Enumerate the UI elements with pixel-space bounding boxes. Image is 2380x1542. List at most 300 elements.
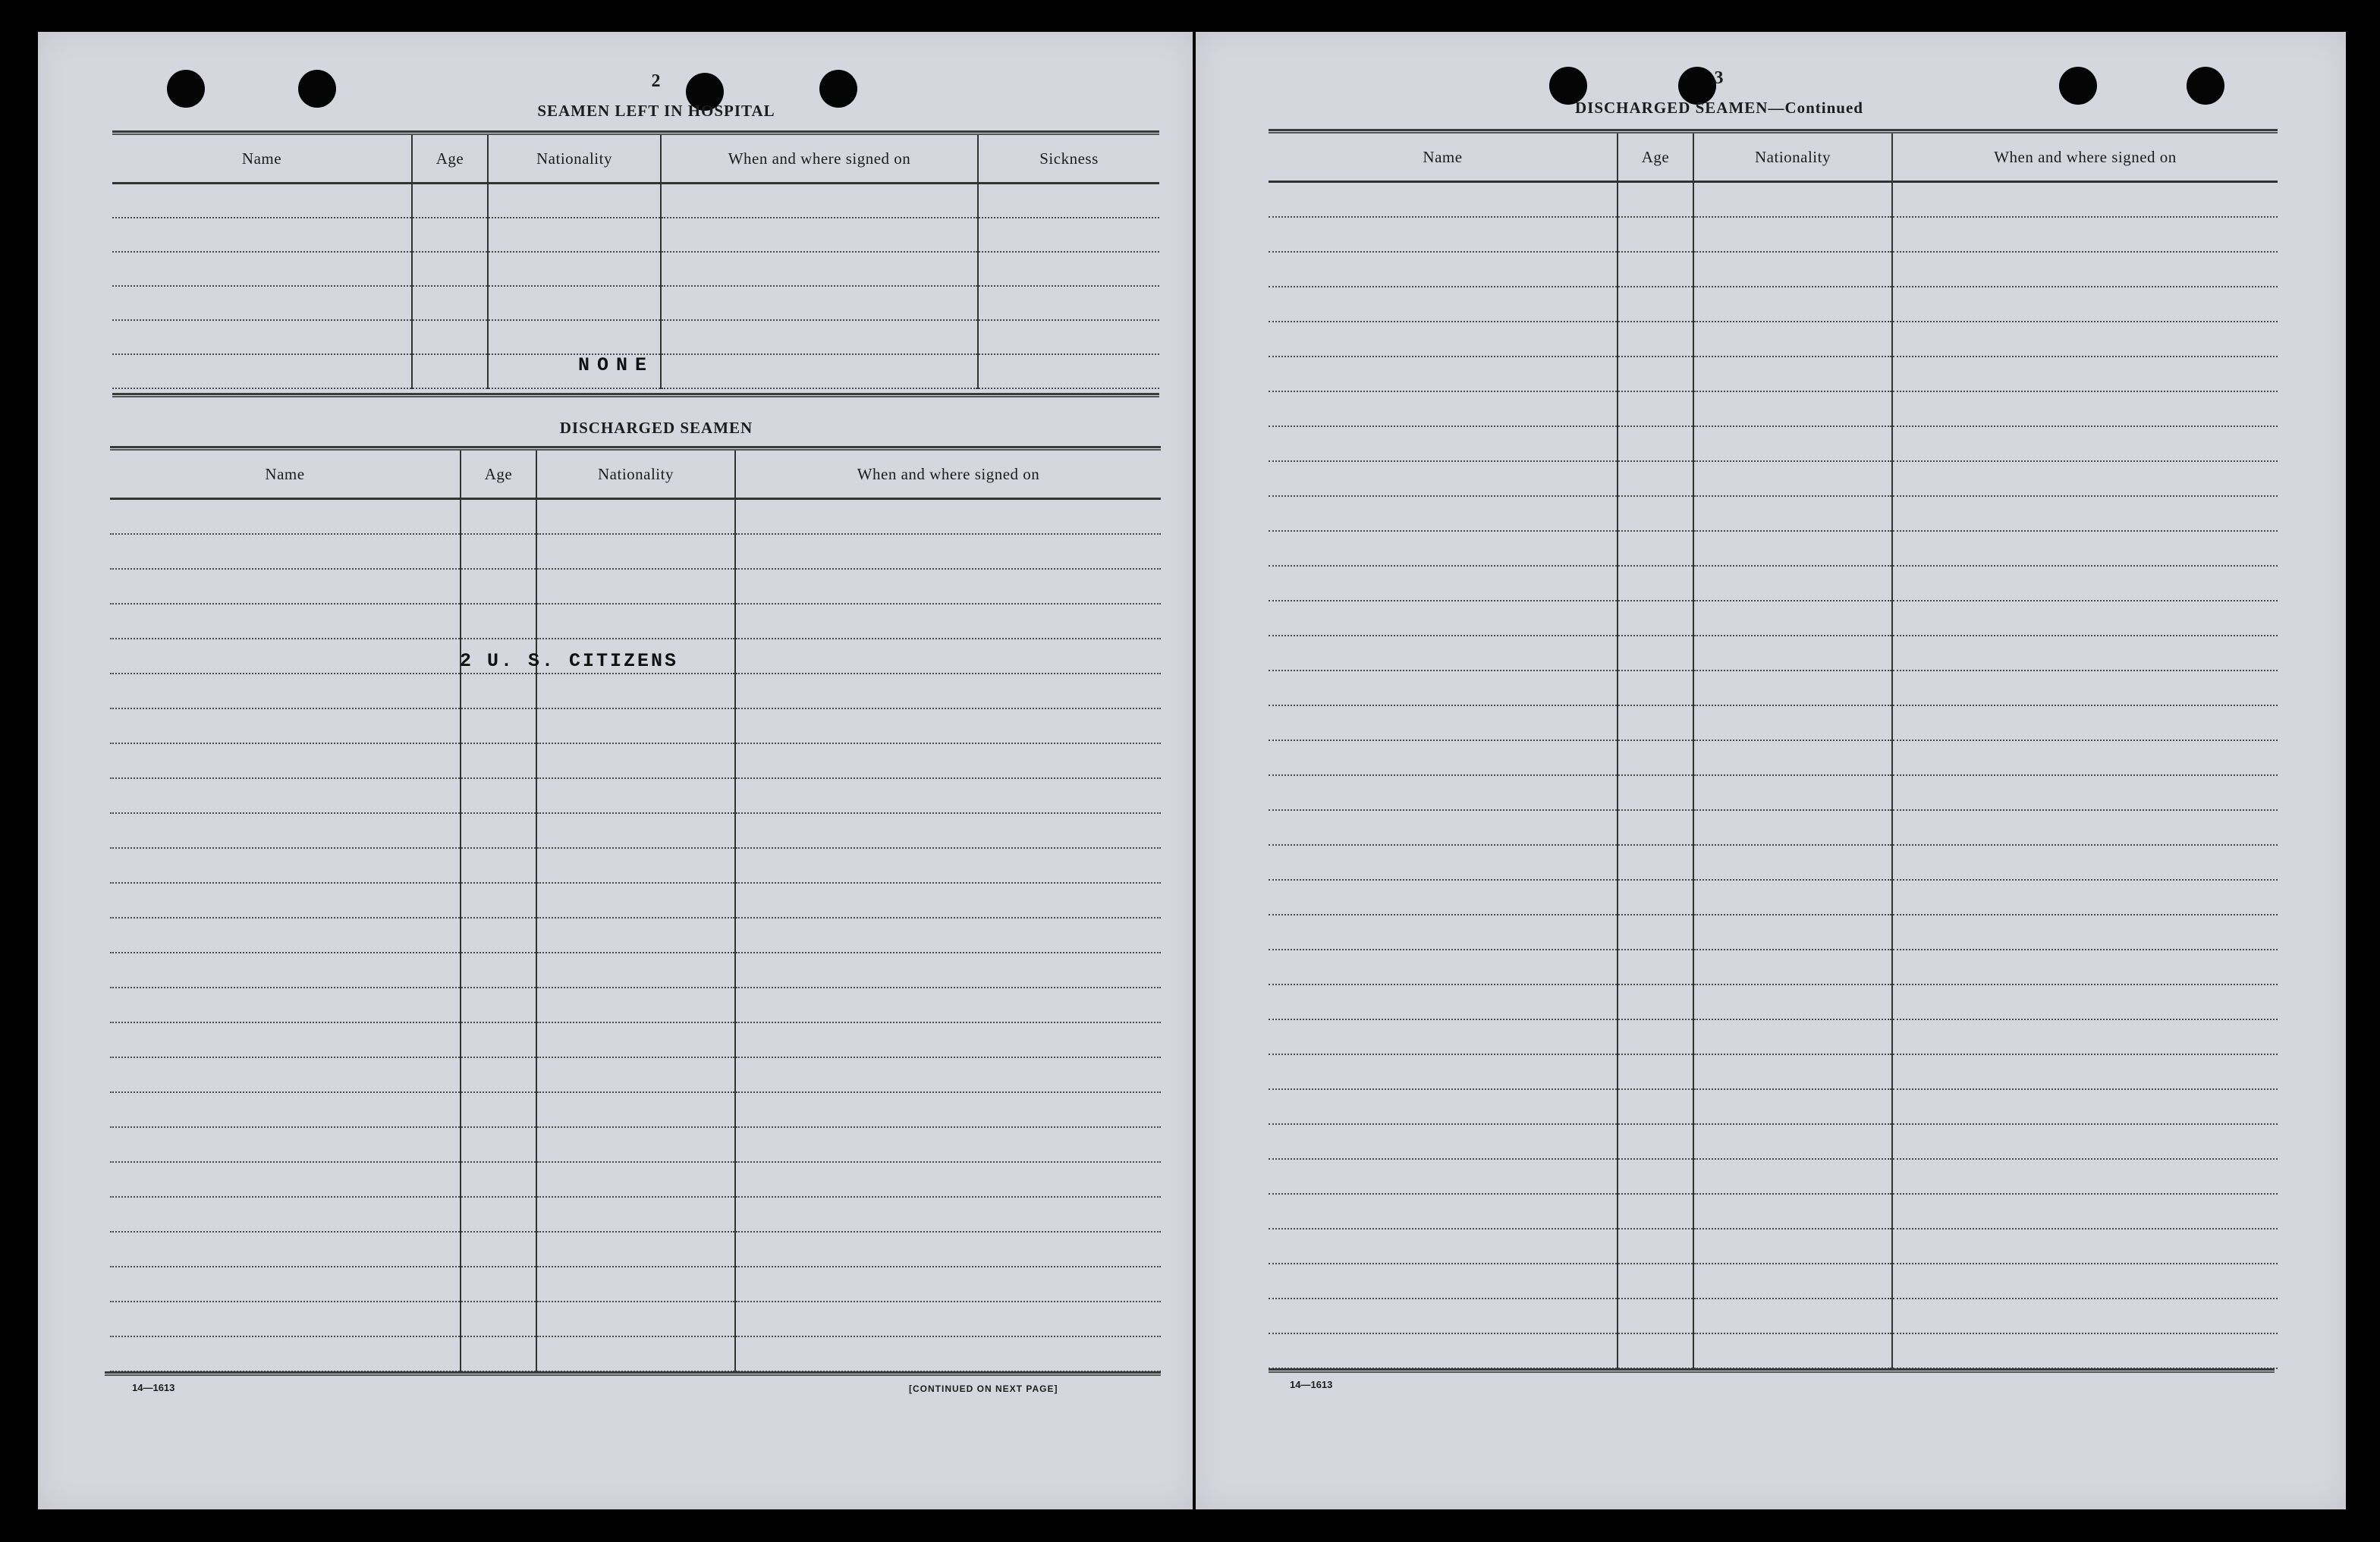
table-cell [110,639,461,674]
table-row [1269,845,2278,880]
table-cell [1693,671,1892,705]
table-cell [1693,1054,1892,1089]
table-cell [1269,915,1618,950]
table-row [1269,356,2278,391]
continued-body [1269,182,2278,1368]
form-code: 14—1613 [132,1382,175,1393]
table-cell [110,1127,461,1162]
table-cell [412,354,488,388]
table-cell [110,883,461,918]
table-cell [536,674,735,708]
table-cell [1892,775,2278,810]
table-cell [1693,1019,1892,1054]
table-row [1269,391,2278,426]
table-cell [536,1057,735,1092]
table-cell [1892,566,2278,601]
table-cell [1693,636,1892,671]
table-cell [735,569,1161,604]
table-cell [1618,705,1693,740]
table-row [110,743,1161,778]
form-code: 14—1613 [1290,1379,1333,1390]
typed-entry-none: NONE [578,354,655,376]
table-cell [735,778,1161,813]
table-cell [978,320,1159,354]
table-cell [661,218,978,252]
table-cell [1618,1054,1693,1089]
table-row [110,953,1161,988]
table-row [112,286,1159,320]
table-cell [110,499,461,534]
table-cell [1269,985,1618,1019]
table-cell [1618,496,1693,531]
column-header-name: Name [110,451,461,499]
table-cell [1618,1299,1693,1333]
table-row [1269,496,2278,531]
table-cell [110,604,461,639]
table-cell [461,848,536,883]
table-cell [1269,391,1618,426]
table-cell [110,1336,461,1371]
table-row [1269,252,2278,287]
table-cell [1693,880,1892,915]
table-cell [1269,356,1618,391]
punch-hole [167,70,205,108]
table-cell [1618,1124,1693,1159]
table-cell [1618,1019,1693,1054]
table-row [110,1336,1161,1371]
hospital-bottom-rule [112,393,1159,397]
column-header-when-and-where-signed-on: When and where signed on [661,135,978,184]
table-cell [1693,461,1892,496]
table-cell [1693,915,1892,950]
table-row [1269,1333,2278,1368]
continued-header-row [1269,133,2278,182]
table-cell [735,1162,1161,1197]
table-cell [1269,566,1618,601]
table-cell [536,918,735,953]
table-cell [110,534,461,569]
table-cell [1693,496,1892,531]
table-cell [1269,252,1618,287]
table-cell [661,184,978,218]
table-cell [978,286,1159,320]
table-cell [1269,1089,1618,1124]
table-cell [461,534,536,569]
table-cell [536,499,735,534]
table-row [110,1162,1161,1197]
table-cell [1269,531,1618,566]
table-cell [1693,322,1892,356]
table-cell [461,1162,536,1197]
table-cell [1892,601,2278,636]
table-cell [461,1336,536,1371]
table-cell [536,813,735,848]
table-cell [1618,322,1693,356]
table-cell [978,184,1159,218]
column-header-when-and-where-signed-on: When and where signed on [735,451,1161,499]
table-cell [536,534,735,569]
table-cell [536,848,735,883]
table-cell [1618,636,1693,671]
table-cell [1693,705,1892,740]
table-cell [1892,950,2278,985]
table-cell [112,252,412,286]
table-cell [1618,182,1693,217]
table-cell [1892,356,2278,391]
table-cell [112,354,412,388]
table-cell [1693,985,1892,1019]
typed-entry-citizens: 2 U. S. CITIZENS [460,650,679,672]
continued-note: [CONTINUED ON NEXT PAGE] [909,1383,1058,1394]
discharged-section-title: DISCHARGED SEAMEN [559,419,753,437]
table-cell [1892,636,2278,671]
table-cell [412,218,488,252]
table-cell [536,708,735,743]
column-header-age: Age [412,135,488,184]
table-row [1269,671,2278,705]
table-cell [110,1092,461,1127]
table-cell [110,953,461,988]
table-row [110,674,1161,708]
table-row [1269,217,2278,252]
table-cell [661,252,978,286]
table-cell [1693,1229,1892,1264]
table-cell [661,286,978,320]
table-cell [1892,1333,2278,1368]
table-cell [110,569,461,604]
table-cell [978,252,1159,286]
table-row [1269,426,2278,461]
table-row [110,1022,1161,1057]
table-cell [1618,461,1693,496]
table-cell [1618,391,1693,426]
punch-hole [298,70,336,108]
table-cell [110,1022,461,1057]
table-row [110,848,1161,883]
table-cell [1693,531,1892,566]
table-cell [735,1302,1161,1336]
table-cell [1892,217,2278,252]
table-cell [110,1302,461,1336]
table-row [112,252,1159,286]
table-cell [1618,252,1693,287]
table-row [1269,287,2278,322]
continued-bottom-rule [1269,1368,2275,1373]
table-cell [536,1232,735,1267]
table-row [1269,740,2278,775]
table-cell [112,320,412,354]
table-cell [1892,810,2278,845]
column-header-nationality: Nationality [1693,133,1892,182]
page-number: 2 [651,71,662,91]
table-cell [461,953,536,988]
table-row [1269,1054,2278,1089]
table-cell [110,988,461,1022]
table-cell [1269,287,1618,322]
discharged-header-row [110,451,1161,499]
table-cell [1693,1089,1892,1124]
table-cell [536,1197,735,1232]
table-cell [1269,880,1618,915]
table-cell [110,778,461,813]
table-cell [112,286,412,320]
table-cell [1269,217,1618,252]
table-cell [1693,1159,1892,1194]
table-cell [536,883,735,918]
table-cell [1618,880,1693,915]
column-header-age: Age [1618,133,1693,182]
table-row [110,569,1161,604]
table-cell [1693,252,1892,287]
table-row [110,1267,1161,1302]
table-cell [110,1057,461,1092]
table-cell [1892,1124,2278,1159]
column-header-when-and-where-signed-on: When and where signed on [1892,133,2278,182]
hospital-table [112,135,1159,389]
hospital-header-row [112,135,1159,184]
table-cell [1892,461,2278,496]
table-cell [978,354,1159,388]
table-row [112,218,1159,252]
table-cell [461,1092,536,1127]
table-cell [1269,636,1618,671]
table-cell [1693,1333,1892,1368]
table-cell [661,320,978,354]
table-cell [1892,426,2278,461]
table-cell [1892,531,2278,566]
table-cell [1693,1264,1892,1299]
table-cell [1693,845,1892,880]
table-cell [461,604,536,639]
table-cell [461,569,536,604]
table-row [110,534,1161,569]
table-cell [1892,252,2278,287]
table-cell [1269,1333,1618,1368]
table-cell [1693,566,1892,601]
discharged-continued-title: DISCHARGED SEAMEN—Continued [1575,99,1863,117]
table-cell [1693,1194,1892,1229]
table-row [1269,322,2278,356]
table-cell [1892,1054,2278,1089]
table-cell [536,1302,735,1336]
table-cell [488,218,661,252]
left-page [38,32,1193,1509]
table-row [110,988,1161,1022]
table-cell [1892,845,2278,880]
table-cell [1618,1333,1693,1368]
table-cell [488,286,661,320]
discharged-bottom-rule [105,1371,1161,1376]
discharged-body [110,499,1161,1371]
table-cell [1892,322,2278,356]
table-cell [1618,1229,1693,1264]
hospital-section-title: SEAMEN LEFT IN HOSPITAL [537,102,775,120]
table-cell [735,743,1161,778]
discharged-table [110,451,1161,1372]
table-row [1269,1264,2278,1299]
table-cell [536,778,735,813]
column-header-nationality: Nationality [536,451,735,499]
table-cell [110,1232,461,1267]
table-row [1269,1299,2278,1333]
table-cell [1269,950,1618,985]
table-cell [1892,287,2278,322]
table-row [110,1302,1161,1336]
table-cell [488,320,661,354]
table-cell [1618,566,1693,601]
table-cell [461,1197,536,1232]
table-cell [1618,845,1693,880]
table-cell [1618,810,1693,845]
table-cell [412,184,488,218]
table-cell [1892,1089,2278,1124]
table-cell [461,1127,536,1162]
table-cell [412,286,488,320]
table-cell [1269,1054,1618,1089]
table-cell [536,1267,735,1302]
table-cell [488,184,661,218]
table-row [1269,880,2278,915]
table-cell [1269,182,1618,217]
right-page [1196,32,2346,1509]
table-cell [735,953,1161,988]
table-cell [110,1197,461,1232]
table-row [110,918,1161,953]
table-cell [735,848,1161,883]
table-cell [1892,391,2278,426]
table-cell [1693,740,1892,775]
table-cell [1892,496,2278,531]
table-cell [1269,601,1618,636]
table-row [1269,705,2278,740]
table-row [112,184,1159,218]
table-cell [1618,287,1693,322]
table-cell [536,743,735,778]
table-cell [1269,1299,1618,1333]
table-cell [536,988,735,1022]
table-cell [1618,915,1693,950]
table-cell [461,883,536,918]
punch-hole [2059,67,2097,105]
table-row [110,604,1161,639]
table-row [1269,531,2278,566]
table-cell [1618,217,1693,252]
table-row [110,813,1161,848]
table-cell [1618,775,1693,810]
table-cell [735,1267,1161,1302]
table-cell [1693,391,1892,426]
column-header-age: Age [461,451,536,499]
table-cell [461,1232,536,1267]
table-cell [978,218,1159,252]
table-cell [1693,810,1892,845]
table-cell [1693,356,1892,391]
column-header-nationality: Nationality [488,135,661,184]
table-row [1269,1194,2278,1229]
table-row [1269,1124,2278,1159]
table-cell [461,1022,536,1057]
table-cell [1269,810,1618,845]
table-cell [1693,182,1892,217]
table-cell [1892,1264,2278,1299]
table-cell [1618,426,1693,461]
table-cell [110,918,461,953]
table-cell [1269,1159,1618,1194]
punch-hole [2187,67,2224,105]
table-row [110,708,1161,743]
table-cell [735,1127,1161,1162]
table-cell [1269,322,1618,356]
table-cell [735,1336,1161,1371]
table-cell [1618,671,1693,705]
column-header-sickness: Sickness [978,135,1159,184]
table-cell [1892,1159,2278,1194]
table-cell [1269,426,1618,461]
table-cell [536,604,735,639]
table-cell [412,320,488,354]
table-cell [1693,1299,1892,1333]
table-row [1269,915,2278,950]
table-cell [735,674,1161,708]
table-cell [461,1302,536,1336]
table-cell [461,1267,536,1302]
table-cell [536,569,735,604]
table-cell [110,674,461,708]
table-row [1269,1229,2278,1264]
table-cell [735,918,1161,953]
table-cell [1269,496,1618,531]
table-cell [1618,985,1693,1019]
table-cell [1892,705,2278,740]
table-cell [1269,1124,1618,1159]
table-cell [536,953,735,988]
table-row [1269,985,2278,1019]
table-cell [461,813,536,848]
table-cell [1269,845,1618,880]
table-cell [735,813,1161,848]
table-cell [1618,531,1693,566]
table-cell [488,252,661,286]
table-cell [1269,775,1618,810]
table-cell [735,988,1161,1022]
table-cell [735,1197,1161,1232]
table-cell [1892,740,2278,775]
table-cell [1892,671,2278,705]
table-cell [1618,740,1693,775]
table-row [1269,566,2278,601]
table-cell [412,252,488,286]
table-cell [1693,950,1892,985]
table-row [1269,636,2278,671]
table-row [1269,950,2278,985]
table-cell [735,639,1161,674]
table-cell [461,743,536,778]
table-cell [1269,1194,1618,1229]
column-header-name: Name [112,135,412,184]
table-cell [461,918,536,953]
table-cell [536,1092,735,1127]
continued-table [1269,133,2278,1369]
table-cell [1693,426,1892,461]
table-cell [110,708,461,743]
table-row [1269,1159,2278,1194]
table-cell [1892,182,2278,217]
table-cell [110,813,461,848]
table-cell [1269,1229,1618,1264]
table-row [110,1092,1161,1127]
table-cell [536,1162,735,1197]
table-cell [1269,1264,1618,1299]
